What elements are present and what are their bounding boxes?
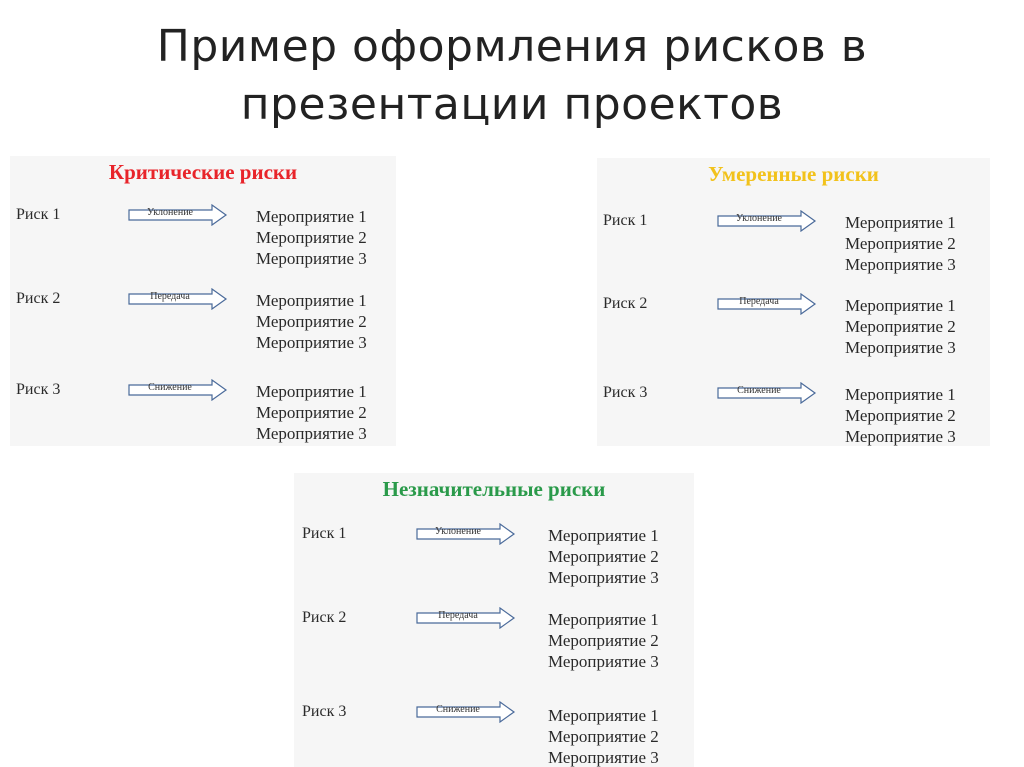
arrow-icon — [128, 288, 228, 310]
risk-label: Риск 2 — [603, 295, 648, 312]
measure-item: Мероприятие 3 — [845, 255, 956, 274]
measure-item: Мероприятие 1 — [548, 526, 659, 545]
measure-item: Мероприятие 2 — [256, 403, 367, 422]
measure-item: Мероприятие 2 — [256, 312, 367, 331]
measures-list — [256, 290, 367, 353]
measure-item: Мероприятие 2 — [548, 727, 659, 746]
risk-label: Риск 1 — [16, 206, 61, 223]
arrow-icon — [717, 210, 817, 232]
measure-item: Мероприятие 2 — [548, 631, 659, 650]
measures-list — [845, 384, 956, 446]
measure-item: Мероприятие 3 — [845, 427, 956, 446]
measure-item: Мероприятие 2 — [845, 234, 956, 253]
action-label: Уклонение — [435, 526, 481, 537]
action-label: Передача — [739, 296, 779, 307]
measure-item: Мероприятие 3 — [548, 748, 659, 767]
arrow-icon — [128, 204, 228, 226]
measure-item: Мероприятие 3 — [548, 568, 659, 587]
risk-label: Риск 2 — [302, 609, 347, 626]
arrow-icon — [416, 607, 516, 629]
measures-list — [548, 609, 659, 672]
measure-item: Мероприятие 1 — [256, 382, 367, 401]
action-label: Снижение — [148, 382, 192, 393]
measure-item: Мероприятие 1 — [548, 610, 659, 629]
measure-item: Мероприятие 3 — [256, 249, 367, 268]
action-label: Передача — [150, 291, 190, 302]
measures-list — [256, 206, 367, 269]
action-label: Снижение — [436, 704, 480, 715]
panel-title: Незначительные риски — [382, 477, 606, 501]
measure-item: Мероприятие 3 — [548, 652, 659, 671]
action-label: Передача — [438, 610, 478, 621]
risk-label: Риск 1 — [603, 212, 648, 229]
risk-label: Риск 2 — [16, 290, 61, 307]
measure-item: Мероприятие 2 — [845, 317, 956, 336]
measures-list — [845, 212, 956, 275]
slide-title — [0, 18, 1024, 134]
measure-item: Мероприятие 1 — [845, 296, 956, 315]
risk-label: Риск 3 — [603, 384, 648, 401]
measure-item: Мероприятие 2 — [845, 406, 956, 425]
measure-item: Мероприятие 1 — [548, 706, 659, 725]
moderate-risks-panel — [597, 158, 990, 446]
minor-risks-panel — [294, 473, 694, 767]
measures-list — [548, 525, 659, 588]
slide-title-line-1: Пример оформления рисков в — [156, 21, 868, 72]
measures-list — [256, 381, 367, 444]
measures-list — [548, 705, 659, 767]
risk-label: Риск 3 — [302, 703, 347, 720]
measure-item: Мероприятие 3 — [256, 424, 367, 443]
action-label: Уклонение — [147, 207, 193, 218]
critical-risks-panel — [10, 156, 396, 446]
risk-label: Риск 1 — [302, 525, 347, 542]
arrow-icon — [717, 293, 817, 315]
measures-list — [845, 295, 956, 358]
measure-item: Мероприятие 2 — [256, 228, 367, 247]
measure-item: Мероприятие 1 — [256, 207, 367, 226]
action-label: Снижение — [737, 385, 781, 396]
measure-item: Мероприятие 1 — [845, 213, 956, 232]
measure-item: Мероприятие 1 — [256, 291, 367, 310]
panel-title: Критические риски — [108, 160, 298, 184]
risk-label: Риск 3 — [16, 381, 61, 398]
measure-item: Мероприятие 3 — [256, 333, 367, 352]
action-label: Уклонение — [736, 213, 782, 224]
measure-item: Мероприятие 1 — [845, 385, 956, 404]
measure-item: Мероприятие 2 — [548, 547, 659, 566]
arrow-icon — [416, 701, 516, 723]
measure-item: Мероприятие 3 — [845, 338, 956, 357]
arrow-icon — [416, 523, 516, 545]
panel-title: Умеренные риски — [708, 162, 879, 186]
arrow-icon — [128, 379, 228, 401]
arrow-icon — [717, 382, 817, 404]
slide-title-line-2: презентации проектов — [240, 79, 784, 130]
